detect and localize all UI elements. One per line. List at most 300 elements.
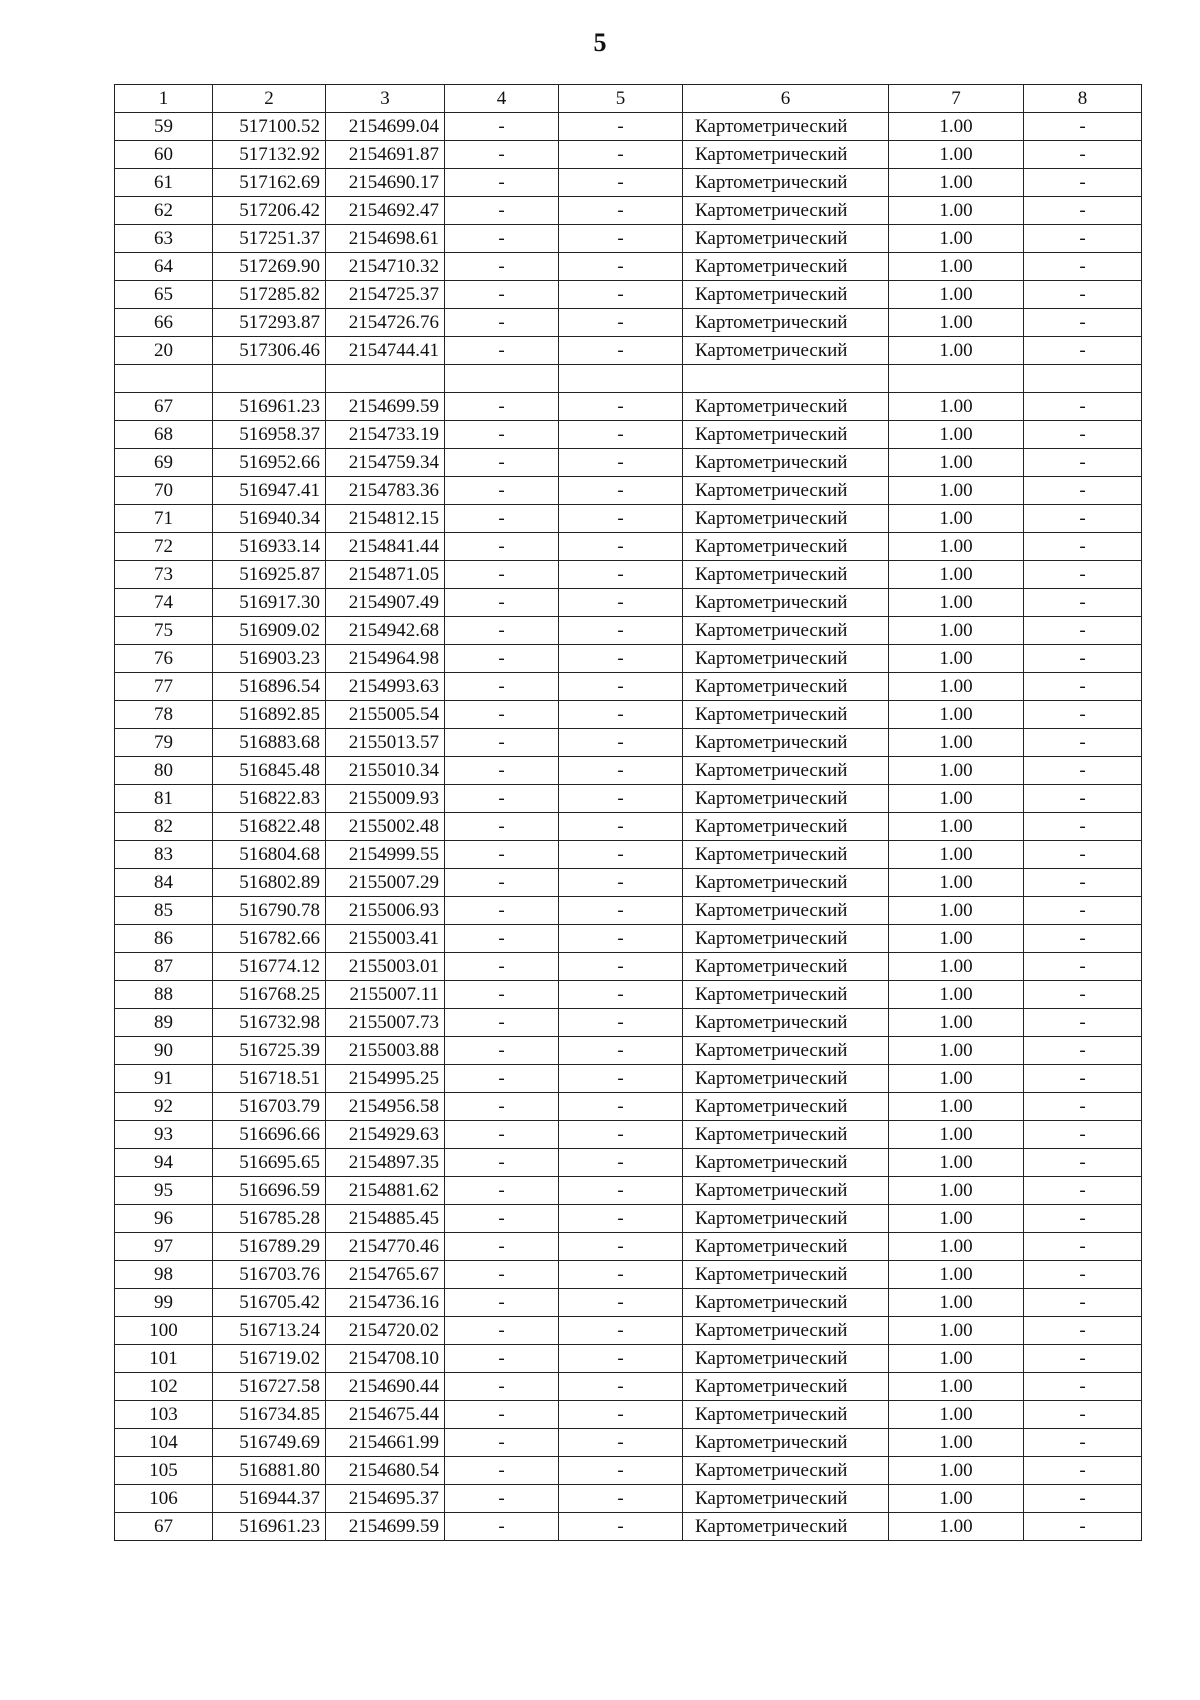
x-coordinate-cell: 517306.46 (213, 337, 326, 365)
table-row (115, 561, 1142, 589)
x-coordinate-cell: 516768.25 (213, 981, 326, 1009)
column-5-cell: - (559, 869, 683, 897)
y-coordinate-cell: 2154956.58 (326, 1093, 445, 1121)
x-coordinate-cell (213, 365, 326, 393)
column-5-cell: - (559, 673, 683, 701)
x-coordinate-cell: 516883.68 (213, 729, 326, 757)
column-8-cell: - (1024, 617, 1142, 645)
column-8-cell: - (1024, 1177, 1142, 1205)
method-cell: Картометрический (683, 869, 889, 897)
column-5-cell: - (559, 449, 683, 477)
table-row (115, 1429, 1142, 1457)
column-4-cell: - (445, 869, 559, 897)
y-coordinate-cell: 2154699.59 (326, 393, 445, 421)
column-8-cell: - (1024, 981, 1142, 1009)
table-row (115, 281, 1142, 309)
method-cell: Картометрический (683, 1345, 889, 1373)
column-header: 2 (213, 85, 326, 113)
y-coordinate-cell: 2155003.01 (326, 953, 445, 981)
column-8-cell: - (1024, 1093, 1142, 1121)
accuracy-cell: 1.00 (889, 813, 1024, 841)
accuracy-cell: 1.00 (889, 1401, 1024, 1429)
column-5-cell: - (559, 337, 683, 365)
y-coordinate-cell: 2154881.62 (326, 1177, 445, 1205)
column-8-cell: - (1024, 925, 1142, 953)
point-number-cell: 73 (115, 561, 213, 589)
column-4-cell: - (445, 1429, 559, 1457)
table-row (115, 1457, 1142, 1485)
point-number-cell: 93 (115, 1121, 213, 1149)
y-coordinate-cell: 2154942.68 (326, 617, 445, 645)
accuracy-cell: 1.00 (889, 1233, 1024, 1261)
y-coordinate-cell: 2155007.73 (326, 1009, 445, 1037)
x-coordinate-cell: 516961.23 (213, 393, 326, 421)
column-5-cell: - (559, 813, 683, 841)
y-coordinate-cell: 2154698.61 (326, 225, 445, 253)
point-number-cell: 86 (115, 925, 213, 953)
method-cell: Картометрический (683, 1485, 889, 1513)
method-cell: Картометрический (683, 1429, 889, 1457)
method-cell: Картометрический (683, 1261, 889, 1289)
point-number-cell: 97 (115, 1233, 213, 1261)
y-coordinate-cell: 2154964.98 (326, 645, 445, 673)
column-4-cell: - (445, 841, 559, 869)
method-cell: Картометрический (683, 1317, 889, 1345)
table-row (115, 617, 1142, 645)
column-4-cell: - (445, 477, 559, 505)
point-number-cell: 72 (115, 533, 213, 561)
point-number-cell: 75 (115, 617, 213, 645)
y-coordinate-cell: 2154675.44 (326, 1401, 445, 1429)
column-8-cell: - (1024, 1149, 1142, 1177)
y-coordinate-cell: 2154995.25 (326, 1065, 445, 1093)
method-cell: Картометрический (683, 1457, 889, 1485)
accuracy-cell: 1.00 (889, 1485, 1024, 1513)
table-row (115, 925, 1142, 953)
column-4-cell: - (445, 1373, 559, 1401)
accuracy-cell: 1.00 (889, 1065, 1024, 1093)
x-coordinate-cell: 516790.78 (213, 897, 326, 925)
column-8-cell: - (1024, 1233, 1142, 1261)
column-4-cell: - (445, 701, 559, 729)
x-coordinate-cell: 516944.37 (213, 1485, 326, 1513)
point-number-cell: 83 (115, 841, 213, 869)
method-cell: Картометрический (683, 673, 889, 701)
y-coordinate-cell: 2154690.17 (326, 169, 445, 197)
column-header: 4 (445, 85, 559, 113)
table-row (115, 1513, 1142, 1541)
method-cell: Картометрический (683, 757, 889, 785)
y-coordinate-cell: 2154708.10 (326, 1345, 445, 1373)
x-coordinate-cell: 517100.52 (213, 113, 326, 141)
point-number-cell: 89 (115, 1009, 213, 1037)
point-number-cell: 70 (115, 477, 213, 505)
column-8-cell: - (1024, 1009, 1142, 1037)
column-5-cell: - (559, 1317, 683, 1345)
x-coordinate-cell: 516940.34 (213, 505, 326, 533)
column-4-cell: - (445, 1149, 559, 1177)
y-coordinate-cell: 2154871.05 (326, 561, 445, 589)
x-coordinate-cell: 516802.89 (213, 869, 326, 897)
column-4-cell: - (445, 561, 559, 589)
column-5-cell: - (559, 1345, 683, 1373)
method-cell: Картометрический (683, 1401, 889, 1429)
point-number-cell: 68 (115, 421, 213, 449)
point-number-cell: 64 (115, 253, 213, 281)
method-cell: Картометрический (683, 897, 889, 925)
table-row (115, 533, 1142, 561)
method-cell: Картометрический (683, 1121, 889, 1149)
coordinates-table (114, 84, 1142, 1541)
column-8-cell: - (1024, 1261, 1142, 1289)
y-coordinate-cell: 2154710.32 (326, 253, 445, 281)
accuracy-cell: 1.00 (889, 477, 1024, 505)
x-coordinate-cell: 516732.98 (213, 1009, 326, 1037)
method-cell: Картометрический (683, 393, 889, 421)
method-cell: Картометрический (683, 589, 889, 617)
table-row (115, 729, 1142, 757)
method-cell: Картометрический (683, 1009, 889, 1037)
point-number-cell: 106 (115, 1485, 213, 1513)
table-row (115, 673, 1142, 701)
table-row (115, 393, 1142, 421)
accuracy-cell: 1.00 (889, 309, 1024, 337)
point-number-cell: 100 (115, 1317, 213, 1345)
column-5-cell: - (559, 785, 683, 813)
column-5-cell: - (559, 757, 683, 785)
accuracy-cell: 1.00 (889, 701, 1024, 729)
accuracy-cell: 1.00 (889, 449, 1024, 477)
column-5-cell: - (559, 1121, 683, 1149)
point-number-cell: 80 (115, 757, 213, 785)
method-cell: Картометрический (683, 253, 889, 281)
x-coordinate-cell: 516845.48 (213, 757, 326, 785)
column-8-cell: - (1024, 1373, 1142, 1401)
column-5-cell: - (559, 197, 683, 225)
x-coordinate-cell: 516896.54 (213, 673, 326, 701)
accuracy-cell: 1.00 (889, 981, 1024, 1009)
column-5-cell: - (559, 1037, 683, 1065)
point-number-cell: 20 (115, 337, 213, 365)
table-row (115, 1233, 1142, 1261)
y-coordinate-cell: 2154812.15 (326, 505, 445, 533)
accuracy-cell: 1.00 (889, 421, 1024, 449)
x-coordinate-cell: 516789.29 (213, 1233, 326, 1261)
column-5-cell: - (559, 1149, 683, 1177)
column-5-cell: - (559, 393, 683, 421)
method-cell: Картометрический (683, 1289, 889, 1317)
method-cell: Картометрический (683, 1093, 889, 1121)
column-4-cell: - (445, 1485, 559, 1513)
x-coordinate-cell: 516719.02 (213, 1345, 326, 1373)
table-row (115, 1037, 1142, 1065)
x-coordinate-cell: 516749.69 (213, 1429, 326, 1457)
column-8-cell: - (1024, 785, 1142, 813)
table-row (115, 1289, 1142, 1317)
table-row (115, 785, 1142, 813)
column-4-cell: - (445, 729, 559, 757)
accuracy-cell: 1.00 (889, 1121, 1024, 1149)
column-4-cell: - (445, 1121, 559, 1149)
column-5-cell: - (559, 141, 683, 169)
y-coordinate-cell: 2154690.44 (326, 1373, 445, 1401)
table-row (115, 309, 1142, 337)
accuracy-cell: 1.00 (889, 225, 1024, 253)
accuracy-cell: 1.00 (889, 533, 1024, 561)
column-8-cell (1024, 365, 1142, 393)
x-coordinate-cell: 516947.41 (213, 477, 326, 505)
point-number-cell: 65 (115, 281, 213, 309)
accuracy-cell (889, 365, 1024, 393)
accuracy-cell: 1.00 (889, 1457, 1024, 1485)
method-cell: Картометрический (683, 337, 889, 365)
point-number-cell: 74 (115, 589, 213, 617)
method-cell: Картометрический (683, 449, 889, 477)
column-8-cell: - (1024, 673, 1142, 701)
column-4-cell: - (445, 981, 559, 1009)
column-4-cell: - (445, 617, 559, 645)
table-row (115, 841, 1142, 869)
column-5-cell: - (559, 1205, 683, 1233)
column-5-cell: - (559, 1289, 683, 1317)
column-4-cell: - (445, 1289, 559, 1317)
column-8-cell: - (1024, 813, 1142, 841)
accuracy-cell: 1.00 (889, 729, 1024, 757)
method-cell: Картометрический (683, 1065, 889, 1093)
column-5-cell: - (559, 1009, 683, 1037)
column-8-cell: - (1024, 1513, 1142, 1541)
point-number-cell: 67 (115, 393, 213, 421)
column-header: 5 (559, 85, 683, 113)
method-cell: Картометрический (683, 141, 889, 169)
column-5-cell: - (559, 1513, 683, 1541)
table-row (115, 169, 1142, 197)
accuracy-cell: 1.00 (889, 141, 1024, 169)
x-coordinate-cell: 516961.23 (213, 1513, 326, 1541)
method-cell (683, 365, 889, 393)
method-cell: Картометрический (683, 1177, 889, 1205)
column-4-cell: - (445, 225, 559, 253)
table-row (115, 1205, 1142, 1233)
table-row (115, 1121, 1142, 1149)
table-row (115, 197, 1142, 225)
column-5-cell: - (559, 281, 683, 309)
table-row (115, 897, 1142, 925)
column-4-cell: - (445, 953, 559, 981)
method-cell: Картометрический (683, 477, 889, 505)
x-coordinate-cell: 516958.37 (213, 421, 326, 449)
method-cell: Картометрический (683, 169, 889, 197)
method-cell: Картометрический (683, 645, 889, 673)
column-5-cell: - (559, 1429, 683, 1457)
accuracy-cell: 1.00 (889, 1261, 1024, 1289)
column-8-cell: - (1024, 1289, 1142, 1317)
column-5-cell: - (559, 169, 683, 197)
column-8-cell: - (1024, 253, 1142, 281)
column-5-cell: - (559, 589, 683, 617)
point-number-cell: 104 (115, 1429, 213, 1457)
y-coordinate-cell: 2154726.76 (326, 309, 445, 337)
column-5-cell: - (559, 1065, 683, 1093)
column-8-cell: - (1024, 1037, 1142, 1065)
table-row (115, 981, 1142, 1009)
x-coordinate-cell: 517293.87 (213, 309, 326, 337)
column-8-cell: - (1024, 841, 1142, 869)
accuracy-cell: 1.00 (889, 1317, 1024, 1345)
accuracy-cell: 1.00 (889, 953, 1024, 981)
column-8-cell: - (1024, 309, 1142, 337)
column-4-cell: - (445, 253, 559, 281)
x-coordinate-cell: 516718.51 (213, 1065, 326, 1093)
column-8-cell: - (1024, 141, 1142, 169)
x-coordinate-cell: 516703.79 (213, 1093, 326, 1121)
point-number-cell: 82 (115, 813, 213, 841)
column-4-cell: - (445, 1009, 559, 1037)
column-header: 8 (1024, 85, 1142, 113)
column-5-cell: - (559, 953, 683, 981)
point-number-cell: 105 (115, 1457, 213, 1485)
column-5-cell: - (559, 617, 683, 645)
y-coordinate-cell: 2154695.37 (326, 1485, 445, 1513)
column-4-cell (445, 365, 559, 393)
x-coordinate-cell: 516933.14 (213, 533, 326, 561)
column-4-cell: - (445, 1233, 559, 1261)
point-number-cell: 78 (115, 701, 213, 729)
y-coordinate-cell: 2154929.63 (326, 1121, 445, 1149)
point-number-cell: 69 (115, 449, 213, 477)
accuracy-cell: 1.00 (889, 925, 1024, 953)
column-8-cell: - (1024, 421, 1142, 449)
column-4-cell: - (445, 141, 559, 169)
accuracy-cell: 1.00 (889, 589, 1024, 617)
method-cell: Картометрический (683, 281, 889, 309)
y-coordinate-cell: 2154720.02 (326, 1317, 445, 1345)
column-4-cell: - (445, 589, 559, 617)
method-cell: Картометрический (683, 1513, 889, 1541)
method-cell: Картометрический (683, 1149, 889, 1177)
accuracy-cell: 1.00 (889, 169, 1024, 197)
column-8-cell: - (1024, 561, 1142, 589)
point-number-cell: 102 (115, 1373, 213, 1401)
column-4-cell: - (445, 1205, 559, 1233)
x-coordinate-cell: 516822.83 (213, 785, 326, 813)
column-4-cell: - (445, 897, 559, 925)
method-cell: Картометрический (683, 533, 889, 561)
column-4-cell: - (445, 281, 559, 309)
y-coordinate-cell: 2155007.11 (326, 981, 445, 1009)
column-4-cell: - (445, 757, 559, 785)
accuracy-cell: 1.00 (889, 197, 1024, 225)
y-coordinate-cell: 2155003.41 (326, 925, 445, 953)
column-8-cell: - (1024, 1429, 1142, 1457)
method-cell: Картометрический (683, 1205, 889, 1233)
column-8-cell: - (1024, 869, 1142, 897)
table-row (115, 421, 1142, 449)
x-coordinate-cell: 516703.76 (213, 1261, 326, 1289)
column-5-cell: - (559, 701, 683, 729)
column-8-cell: - (1024, 897, 1142, 925)
column-8-cell: - (1024, 1065, 1142, 1093)
point-number-cell: 59 (115, 113, 213, 141)
column-4-cell: - (445, 1513, 559, 1541)
y-coordinate-cell: 2154770.46 (326, 1233, 445, 1261)
column-4-cell: - (445, 169, 559, 197)
column-5-cell: - (559, 1093, 683, 1121)
x-coordinate-cell: 516785.28 (213, 1205, 326, 1233)
table-row (115, 701, 1142, 729)
accuracy-cell: 1.00 (889, 1149, 1024, 1177)
column-8-cell: - (1024, 225, 1142, 253)
x-coordinate-cell: 516917.30 (213, 589, 326, 617)
y-coordinate-cell: 2154725.37 (326, 281, 445, 309)
method-cell: Картометрический (683, 197, 889, 225)
column-5-cell: - (559, 1485, 683, 1513)
column-4-cell: - (445, 197, 559, 225)
accuracy-cell: 1.00 (889, 617, 1024, 645)
column-5-cell: - (559, 897, 683, 925)
column-4-cell: - (445, 673, 559, 701)
method-cell: Картометрический (683, 225, 889, 253)
column-4-cell: - (445, 393, 559, 421)
column-4-cell: - (445, 449, 559, 477)
method-cell: Картометрический (683, 561, 889, 589)
y-coordinate-cell: 2154699.04 (326, 113, 445, 141)
table-row (115, 449, 1142, 477)
x-coordinate-cell: 516952.66 (213, 449, 326, 477)
page-number: 5 (593, 28, 607, 57)
y-coordinate-cell: 2154733.19 (326, 421, 445, 449)
method-cell: Картометрический (683, 309, 889, 337)
table-header-row (115, 85, 1142, 113)
column-5-cell: - (559, 1401, 683, 1429)
y-coordinate-cell: 2154841.44 (326, 533, 445, 561)
accuracy-cell: 1.00 (889, 253, 1024, 281)
point-number-cell: 85 (115, 897, 213, 925)
x-coordinate-cell: 516881.80 (213, 1457, 326, 1485)
column-5-cell: - (559, 1457, 683, 1485)
y-coordinate-cell: 2154699.59 (326, 1513, 445, 1541)
column-5-cell: - (559, 729, 683, 757)
x-coordinate-cell: 517285.82 (213, 281, 326, 309)
accuracy-cell: 1.00 (889, 1177, 1024, 1205)
column-4-cell: - (445, 785, 559, 813)
accuracy-cell: 1.00 (889, 785, 1024, 813)
table-row (115, 953, 1142, 981)
table-row (115, 1261, 1142, 1289)
method-cell: Картометрический (683, 1037, 889, 1065)
column-8-cell: - (1024, 1345, 1142, 1373)
point-number-cell: 92 (115, 1093, 213, 1121)
table-row (115, 225, 1142, 253)
column-header: 6 (683, 85, 889, 113)
table-row (115, 1065, 1142, 1093)
table-row (115, 1149, 1142, 1177)
table-body (115, 113, 1142, 1541)
column-5-cell: - (559, 1177, 683, 1205)
x-coordinate-cell: 516695.65 (213, 1149, 326, 1177)
y-coordinate-cell: 2155010.34 (326, 757, 445, 785)
point-number-cell: 95 (115, 1177, 213, 1205)
point-number-cell: 87 (115, 953, 213, 981)
column-4-cell: - (445, 645, 559, 673)
table-row (115, 757, 1142, 785)
column-5-cell: - (559, 225, 683, 253)
table-row (115, 1009, 1142, 1037)
y-coordinate-cell: 2154783.36 (326, 477, 445, 505)
point-number-cell: 61 (115, 169, 213, 197)
column-8-cell: - (1024, 1121, 1142, 1149)
point-number-cell: 66 (115, 309, 213, 337)
